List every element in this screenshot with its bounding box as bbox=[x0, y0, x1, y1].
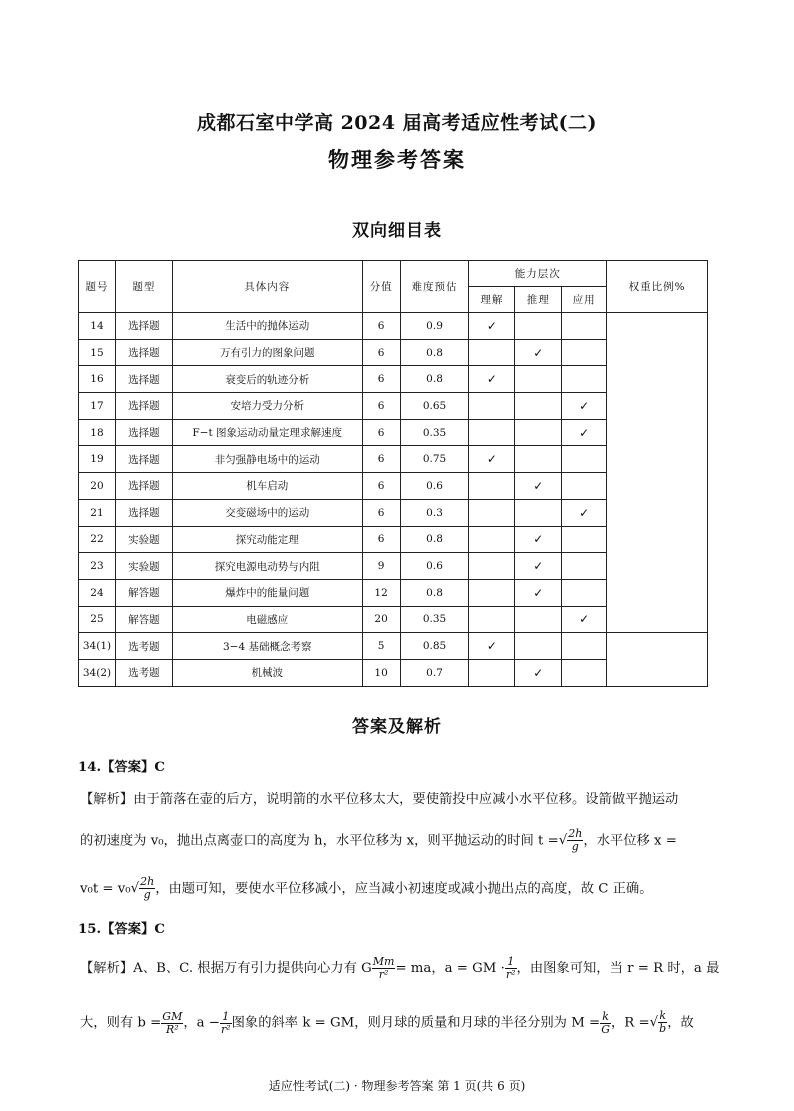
cell-content: 非匀强静电场中的运动 bbox=[172, 446, 362, 473]
q15-text-1c: ，由图象可知，当 r = R 时，a 最 bbox=[516, 961, 720, 976]
fraction: $\frac{k}{b}$ bbox=[659, 1009, 667, 1035]
empty-cell bbox=[515, 393, 562, 420]
cell-score: 6 bbox=[362, 526, 400, 553]
empty-cell bbox=[562, 366, 607, 393]
col-header-difficulty: 难度预估 bbox=[400, 261, 469, 313]
col-header-num: 题号 bbox=[79, 261, 116, 313]
cell-score: 6 bbox=[362, 313, 400, 340]
col-header-content: 具体内容 bbox=[172, 261, 362, 313]
fraction: $\frac{2h}{g}$ bbox=[568, 827, 583, 853]
fraction: $\frac{k}{G}$ bbox=[601, 1009, 610, 1036]
cell-score: 6 bbox=[362, 473, 400, 500]
fraction: $\frac{2h}{g}$ bbox=[140, 875, 155, 901]
cell-score: 10 bbox=[362, 659, 400, 686]
empty-cell bbox=[469, 499, 515, 526]
cell-score: 6 bbox=[362, 393, 400, 420]
q14-explanation-line3 bbox=[80, 874, 720, 905]
check-mark-icon: ✓ bbox=[469, 633, 515, 660]
cell-type: 实验题 bbox=[115, 526, 172, 553]
q15-explanation-line2 bbox=[80, 1008, 720, 1039]
cell-content: 爆炸中的能量问题 bbox=[172, 579, 362, 606]
q15-text-2d: ，R = bbox=[610, 1015, 650, 1031]
cell-num: 18 bbox=[79, 419, 116, 446]
cell-type: 解答题 bbox=[115, 606, 172, 633]
q14-text-2a: 的初速度为 v₀，抛出点离壶口的高度为 h，水平位移为 x，则平抛运动的时间 t = bbox=[80, 833, 559, 849]
empty-cell bbox=[562, 473, 607, 500]
check-mark-icon: ✓ bbox=[562, 499, 607, 526]
check-mark-icon: ✓ bbox=[515, 473, 562, 500]
cell-score: 6 bbox=[362, 366, 400, 393]
col-header-type: 题型 bbox=[115, 261, 172, 313]
cell-num: 20 bbox=[79, 473, 116, 500]
check-mark-icon: ✓ bbox=[562, 419, 607, 446]
cell-content: 3−4 基础概念考察 bbox=[172, 633, 362, 660]
cell-type: 选择题 bbox=[115, 313, 172, 340]
cell-num: 14 bbox=[79, 313, 116, 340]
cell-difficulty: 0.9 bbox=[400, 313, 469, 340]
col-header-reason: 推理 bbox=[515, 287, 562, 313]
answers-heading: 答案及解析 bbox=[352, 717, 442, 737]
empty-cell bbox=[515, 313, 562, 340]
empty-cell bbox=[469, 473, 515, 500]
col-header-apply: 应用 bbox=[562, 287, 607, 313]
cell-num: 25 bbox=[79, 606, 116, 633]
check-mark-icon: ✓ bbox=[469, 366, 515, 393]
q14-text-3b: ，由题可知，要使水平位移减小，应当减小初速度或减小抛出点的高度，故 C 正确。 bbox=[155, 881, 653, 897]
q14-text-3a: v₀t = v₀ bbox=[80, 881, 131, 897]
cell-num: 15 bbox=[79, 339, 116, 366]
cell-type: 选考题 bbox=[115, 659, 172, 686]
cell-score: 12 bbox=[362, 579, 400, 606]
cell-score: 6 bbox=[362, 499, 400, 526]
check-mark-icon: ✓ bbox=[515, 339, 562, 366]
cell-type: 选择题 bbox=[115, 419, 172, 446]
sqrt-symbol: √ $\frac{2h}{g}$ bbox=[130, 875, 155, 901]
cell-score: 9 bbox=[362, 553, 400, 580]
cell-type: 选择题 bbox=[115, 339, 172, 366]
q15-explanation-line1 bbox=[80, 954, 720, 984]
cell-content: F−t 图象运动动量定理求解速度 bbox=[172, 419, 362, 446]
cell-num: 16 bbox=[79, 366, 116, 393]
table-body bbox=[79, 313, 708, 687]
cell-difficulty: 0.85 bbox=[400, 633, 469, 660]
check-mark-icon: ✓ bbox=[562, 606, 607, 633]
cell-difficulty: 0.6 bbox=[400, 553, 469, 580]
cell-weight bbox=[607, 633, 708, 686]
cell-difficulty: 0.8 bbox=[400, 579, 469, 606]
check-mark-icon: ✓ bbox=[515, 553, 562, 580]
cell-difficulty: 0.7 bbox=[400, 659, 469, 686]
check-mark-icon: ✓ bbox=[469, 446, 515, 473]
empty-cell bbox=[515, 419, 562, 446]
specification-table bbox=[78, 260, 708, 687]
empty-cell bbox=[562, 633, 607, 660]
sqrt-symbol: √ $\frac{2h}{g}$ bbox=[558, 827, 583, 853]
table-row bbox=[79, 313, 708, 340]
col-header-understand: 理解 bbox=[469, 287, 515, 313]
cell-num: 34(2) bbox=[79, 659, 116, 686]
empty-cell bbox=[469, 339, 515, 366]
check-mark-icon: ✓ bbox=[515, 659, 562, 686]
cell-type: 选择题 bbox=[115, 473, 172, 500]
fraction: $\frac{1}{\text{r²}}$ bbox=[220, 1009, 231, 1036]
check-mark-icon: ✓ bbox=[469, 313, 515, 340]
cell-content: 电磁感应 bbox=[172, 606, 362, 633]
q14-explanation-line1: 【解析】由于箭落在壶的后方，说明箭的水平位移太大，要使箭投中应减小水平位移。设箭做平抛运动 bbox=[80, 792, 679, 807]
empty-cell bbox=[515, 499, 562, 526]
q14-answer-label: 14.【答案】C bbox=[78, 760, 165, 775]
empty-cell bbox=[562, 446, 607, 473]
empty-cell bbox=[515, 446, 562, 473]
empty-cell bbox=[562, 579, 607, 606]
col-header-weight: 权重比例% bbox=[607, 261, 708, 313]
document-title: 成都石室中学高 2024 届高考适应性考试(二) bbox=[196, 112, 598, 134]
empty-cell bbox=[515, 606, 562, 633]
cell-weight bbox=[607, 313, 708, 633]
col-header-score: 分值 bbox=[362, 261, 400, 313]
cell-difficulty: 0.8 bbox=[400, 366, 469, 393]
cell-content: 探究电源电动势与内阻 bbox=[172, 553, 362, 580]
empty-cell bbox=[515, 366, 562, 393]
col-header-ability: 能力层次 bbox=[469, 261, 607, 287]
cell-content: 交变磁场中的运动 bbox=[172, 499, 362, 526]
cell-score: 6 bbox=[362, 419, 400, 446]
table-heading: 双向细目表 bbox=[352, 221, 442, 241]
fraction: $\frac{GM}{\text{R²}}$ bbox=[162, 1009, 183, 1036]
cell-type: 选择题 bbox=[115, 499, 172, 526]
cell-num: 17 bbox=[79, 393, 116, 420]
cell-score: 6 bbox=[362, 339, 400, 366]
cell-difficulty: 0.35 bbox=[400, 419, 469, 446]
document-subtitle: 物理参考答案 bbox=[328, 147, 466, 172]
cell-score: 6 bbox=[362, 446, 400, 473]
q15-text-1b: = ma，a = GM · bbox=[395, 961, 505, 976]
empty-cell bbox=[562, 659, 607, 686]
check-mark-icon: ✓ bbox=[515, 579, 562, 606]
cell-difficulty: 0.3 bbox=[400, 499, 469, 526]
cell-difficulty: 0.75 bbox=[400, 446, 469, 473]
cell-type: 选择题 bbox=[115, 446, 172, 473]
cell-content: 探究动能定理 bbox=[172, 526, 362, 553]
empty-cell bbox=[469, 526, 515, 553]
empty-cell bbox=[562, 526, 607, 553]
empty-cell bbox=[469, 553, 515, 580]
q15-text-2b: ，a − bbox=[183, 1015, 220, 1031]
q15-answer-label: 15.【答案】C bbox=[78, 922, 165, 937]
q14-text-2b: ，水平位移 x = bbox=[583, 833, 677, 849]
cell-type: 实验题 bbox=[115, 553, 172, 580]
empty-cell bbox=[515, 633, 562, 660]
empty-cell bbox=[469, 659, 515, 686]
page-footer: 适应性考试(二) · 物理参考答案 第 1 页(共 6 页) bbox=[268, 1079, 526, 1093]
empty-cell bbox=[562, 339, 607, 366]
q14-explanation-line2 bbox=[80, 826, 720, 857]
cell-difficulty: 0.8 bbox=[400, 339, 469, 366]
cell-num: 19 bbox=[79, 446, 116, 473]
q15-text-2a: 大，则有 b = bbox=[80, 1015, 162, 1031]
cell-content: 安培力受力分析 bbox=[172, 393, 362, 420]
cell-num: 23 bbox=[79, 553, 116, 580]
empty-cell bbox=[469, 606, 515, 633]
empty-cell bbox=[469, 579, 515, 606]
cell-type: 选择题 bbox=[115, 366, 172, 393]
cell-num: 22 bbox=[79, 526, 116, 553]
cell-difficulty: 0.6 bbox=[400, 473, 469, 500]
fraction: $\frac{1}{\text{r²}}$ bbox=[505, 955, 516, 981]
cell-score: 20 bbox=[362, 606, 400, 633]
sqrt-symbol: √ $\frac{k}{b}$ bbox=[649, 1009, 667, 1035]
cell-content: 衰变后的轨迹分析 bbox=[172, 366, 362, 393]
empty-cell bbox=[562, 553, 607, 580]
cell-type: 解答题 bbox=[115, 579, 172, 606]
cell-content: 生活中的抛体运动 bbox=[172, 313, 362, 340]
q15-text-2e: ，故 bbox=[667, 1015, 694, 1031]
cell-score: 5 bbox=[362, 633, 400, 660]
cell-difficulty: 0.8 bbox=[400, 526, 469, 553]
table-row bbox=[79, 633, 708, 660]
empty-cell bbox=[469, 393, 515, 420]
empty-cell bbox=[469, 419, 515, 446]
cell-type: 选考题 bbox=[115, 633, 172, 660]
empty-cell bbox=[562, 313, 607, 340]
check-mark-icon: ✓ bbox=[515, 526, 562, 553]
cell-type: 选择题 bbox=[115, 393, 172, 420]
cell-content: 万有引力的图象问题 bbox=[172, 339, 362, 366]
cell-difficulty: 0.65 bbox=[400, 393, 469, 420]
cell-num: 24 bbox=[79, 579, 116, 606]
cell-num: 21 bbox=[79, 499, 116, 526]
q15-text-2c: 图象的斜率 k = GM，则月球的质量和月球的半径分别为 M = bbox=[231, 1015, 601, 1031]
q15-text-1a: 【解析】A、B、C. 根据万有引力提供向心力有 G bbox=[80, 961, 372, 976]
fraction: $\frac{Mm}{\text{r²}}$ bbox=[372, 955, 395, 981]
cell-num: 34(1) bbox=[79, 633, 116, 660]
check-mark-icon: ✓ bbox=[562, 393, 607, 420]
cell-content: 机车启动 bbox=[172, 473, 362, 500]
cell-content: 机械波 bbox=[172, 659, 362, 686]
cell-difficulty: 0.35 bbox=[400, 606, 469, 633]
